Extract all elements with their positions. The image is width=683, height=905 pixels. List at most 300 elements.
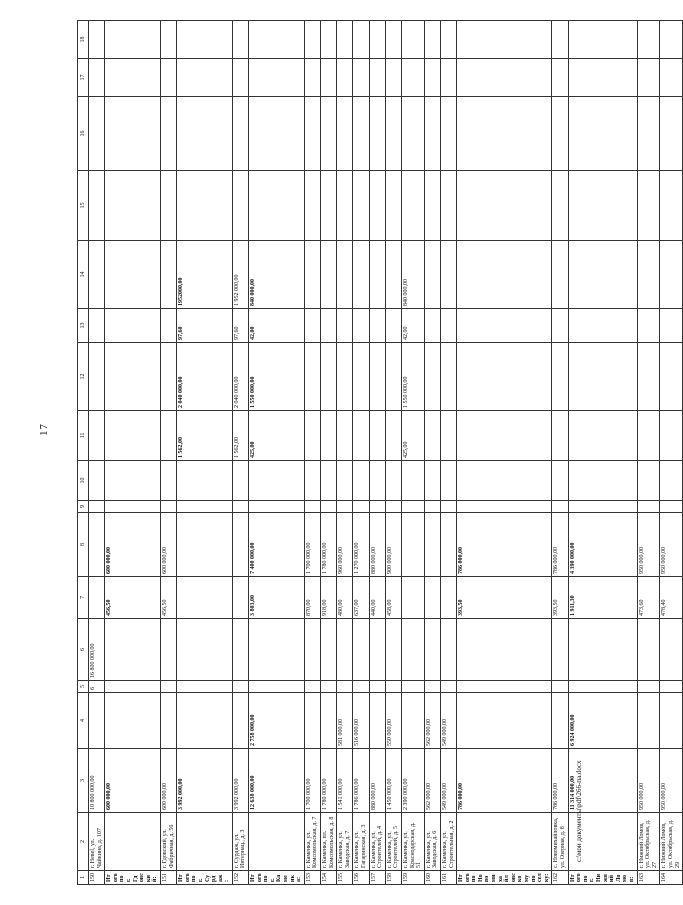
table-cell xyxy=(89,21,105,59)
table-cell xyxy=(105,59,161,97)
column-number-cell: 5 xyxy=(78,681,89,693)
table-cell: Итого по г. Сурдаж: xyxy=(177,871,233,885)
table-cell xyxy=(177,59,233,97)
table-cell: 600 000,00 xyxy=(160,749,176,813)
table-cell xyxy=(89,97,105,171)
table-cell xyxy=(385,501,401,513)
table-cell xyxy=(385,681,401,693)
table-cell xyxy=(424,501,440,513)
table-cell xyxy=(660,309,683,343)
table-cell xyxy=(424,97,440,171)
table-cell: Итого по г. Нижний Ломов: xyxy=(568,871,637,885)
table-cell xyxy=(353,343,369,411)
table-cell xyxy=(89,461,105,501)
table-cell xyxy=(321,97,337,171)
table-cell xyxy=(552,309,568,343)
table-cell xyxy=(660,619,683,681)
table-cell xyxy=(353,59,369,97)
table-cell xyxy=(232,681,248,693)
table-cell xyxy=(249,461,305,501)
table-cell xyxy=(353,411,369,461)
table-cell xyxy=(568,241,637,309)
table-cell xyxy=(160,619,176,681)
table-row xyxy=(353,21,369,885)
page-number: 17 xyxy=(38,423,50,436)
table-cell xyxy=(440,681,456,693)
table-cell xyxy=(440,343,456,411)
table-cell xyxy=(457,343,552,411)
table-cell: 1 562,00 xyxy=(232,411,248,461)
column-number-cell: 18 xyxy=(78,21,89,59)
table-row xyxy=(637,21,660,885)
table-cell xyxy=(177,97,233,171)
table-cell xyxy=(637,411,660,461)
table-cell: 1 911,30 xyxy=(568,577,637,619)
table-cell: 157 xyxy=(369,871,385,885)
table-cell xyxy=(385,97,401,171)
table-cell: 393,50 xyxy=(552,577,568,619)
table-cell: 161 xyxy=(440,871,456,885)
table-cell xyxy=(401,171,424,241)
table-cell xyxy=(457,21,552,59)
table-cell xyxy=(304,343,320,411)
table-cell: 456,50 xyxy=(105,577,161,619)
table-cell xyxy=(160,501,176,513)
table-cell xyxy=(337,501,353,513)
table-cell: 786 000,00 xyxy=(552,749,568,813)
table-cell xyxy=(660,681,683,693)
table-cell xyxy=(304,681,320,693)
table-cell xyxy=(232,21,248,59)
table-cell xyxy=(424,241,440,309)
table-cell: 156 xyxy=(353,871,369,885)
table-cell xyxy=(321,171,337,241)
table-cell xyxy=(321,343,337,411)
table-cell xyxy=(321,59,337,97)
table-body xyxy=(78,21,683,885)
table-cell xyxy=(440,171,456,241)
table-cell: 600 000,00 xyxy=(160,513,176,577)
table-cell xyxy=(440,59,456,97)
table-cell xyxy=(457,97,552,171)
table-cell xyxy=(337,241,353,309)
table-cell: 1 780 000,00 xyxy=(321,749,337,813)
table-cell xyxy=(304,241,320,309)
table-row xyxy=(337,21,353,885)
table-cell xyxy=(353,309,369,343)
table-cell xyxy=(401,21,424,59)
table-cell: 870,00 xyxy=(304,577,320,619)
column-number-cell: 17 xyxy=(78,59,89,97)
table-cell xyxy=(440,411,456,461)
table-cell xyxy=(232,501,248,513)
table-cell: 950 000,00 xyxy=(660,749,683,813)
table-cell xyxy=(552,21,568,59)
table-cell xyxy=(160,241,176,309)
table-cell xyxy=(249,59,305,97)
table-cell xyxy=(552,241,568,309)
table-cell xyxy=(105,501,161,513)
table-cell xyxy=(440,21,456,59)
table-cell xyxy=(353,681,369,693)
table-cell xyxy=(660,171,683,241)
table-cell xyxy=(249,21,305,59)
table-cell xyxy=(353,501,369,513)
table-cell: 1 700 000,00 xyxy=(304,749,320,813)
table-cell xyxy=(637,241,660,309)
table-cell xyxy=(304,693,320,749)
table-cell xyxy=(637,21,660,59)
table-cell xyxy=(424,309,440,343)
table-cell: г. Каменка, ул. Заводская, д. 7 xyxy=(337,813,353,871)
table-cell xyxy=(369,241,385,309)
table-cell: 3 803,00 xyxy=(249,577,305,619)
table-cell xyxy=(105,241,161,309)
table-cell xyxy=(304,501,320,513)
table-cell xyxy=(385,411,401,461)
table-cell xyxy=(568,681,637,693)
table-cell: 155 xyxy=(337,871,353,885)
table-cell: 1 700 000,00 xyxy=(304,513,320,577)
table-cell xyxy=(89,59,105,97)
table-cell: 516 000,00 xyxy=(353,693,369,749)
table-cell xyxy=(552,681,568,693)
table-cell xyxy=(369,681,385,693)
table-cell xyxy=(660,241,683,309)
table-cell xyxy=(89,171,105,241)
column-number-cell: 2 xyxy=(78,813,89,871)
table-cell xyxy=(637,461,660,501)
table-cell xyxy=(232,619,248,681)
table-cell xyxy=(304,21,320,59)
table-cell xyxy=(369,693,385,749)
table-cell xyxy=(105,21,161,59)
table-cell: 637,00 xyxy=(353,577,369,619)
table-cell xyxy=(353,171,369,241)
table-row xyxy=(440,21,456,885)
table-cell xyxy=(232,59,248,97)
table-cell xyxy=(401,619,424,681)
table-cell xyxy=(660,461,683,501)
table-cell xyxy=(304,309,320,343)
table-cell xyxy=(457,411,552,461)
table-cell xyxy=(177,693,233,749)
table-cell: 162 xyxy=(552,871,568,885)
table-cell: г. Каменка, ул. Заводская, д. 6 xyxy=(424,813,440,871)
table-cell xyxy=(552,693,568,749)
table-cell xyxy=(249,813,305,871)
table-cell xyxy=(160,309,176,343)
table-cell xyxy=(401,59,424,97)
table-cell xyxy=(385,21,401,59)
table-cell xyxy=(424,513,440,577)
table-cell xyxy=(321,693,337,749)
table-cell: 7 400 000,00 xyxy=(249,513,305,577)
table-cell xyxy=(401,513,424,577)
column-number-cell: 4 xyxy=(78,693,89,749)
table-cell: 6 924 000,00 xyxy=(568,693,637,749)
table-cell: 960 000,00 xyxy=(337,513,353,577)
table-cell xyxy=(440,513,456,577)
table-cell: 158 xyxy=(385,871,401,885)
table-row xyxy=(160,21,176,885)
subtotal-row xyxy=(249,21,305,885)
table-cell xyxy=(369,501,385,513)
table-cell: 12 638 000,00 xyxy=(249,749,305,813)
table-cell xyxy=(401,501,424,513)
table-cell xyxy=(105,411,161,461)
table-cell: 1 270 000,00 xyxy=(353,513,369,577)
table-cell: 154 xyxy=(321,871,337,885)
table-cell xyxy=(637,343,660,411)
table-cell: 786 000,00 xyxy=(457,513,552,577)
column-number-cell: 13 xyxy=(78,309,89,343)
table-cell: 163 xyxy=(637,871,660,885)
table-cell xyxy=(304,97,320,171)
column-number-cell: 15 xyxy=(78,171,89,241)
table-cell xyxy=(552,501,568,513)
table-cell xyxy=(304,59,320,97)
table-cell xyxy=(552,171,568,241)
table-cell xyxy=(440,501,456,513)
table-cell: 3 992 000,00 xyxy=(177,749,233,813)
table-cell xyxy=(89,693,105,749)
table-cell: 1 550 000,00 xyxy=(401,343,424,411)
table-cell xyxy=(337,461,353,501)
table-row xyxy=(321,21,337,885)
table-cell: 150 xyxy=(89,871,105,885)
table-cell xyxy=(337,171,353,241)
table-cell xyxy=(160,461,176,501)
table-cell xyxy=(552,461,568,501)
column-number-cell: 7 xyxy=(78,577,89,619)
column-number-cell: 12 xyxy=(78,343,89,411)
table-cell xyxy=(304,461,320,501)
table-cell: 1952000,00 xyxy=(177,241,233,309)
column-number-cell: 6 xyxy=(78,619,89,681)
table-cell: 153 xyxy=(304,871,320,885)
table-cell xyxy=(353,461,369,501)
table-cell xyxy=(369,309,385,343)
table-cell xyxy=(457,501,552,513)
table-cell: г. Сурдаж, ул. Интернац., д. 3 xyxy=(232,813,248,871)
table-cell xyxy=(660,343,683,411)
table-cell: 840 000,00 xyxy=(401,241,424,309)
table-cell xyxy=(337,411,353,461)
table-cell: 1 550 000,00 xyxy=(249,343,305,411)
table-cell xyxy=(353,21,369,59)
table-row xyxy=(385,21,401,885)
table-cell: Итого по Новомихайловскому поселку: xyxy=(457,871,552,885)
table-cell xyxy=(249,97,305,171)
table-cell: 786 000,00 xyxy=(552,513,568,577)
table-cell xyxy=(369,619,385,681)
table-cell: 11 314 000,00 xyxy=(568,749,637,813)
column-number-header-row xyxy=(78,21,89,885)
table-cell xyxy=(105,309,161,343)
table-cell xyxy=(637,681,660,693)
table-cell: 1 952 000,00 xyxy=(232,241,248,309)
table-cell: г. Каменка, ул. Комсомольская, д. 7 xyxy=(304,813,320,871)
table-row xyxy=(89,21,105,885)
table-cell xyxy=(321,501,337,513)
table-cell xyxy=(568,59,637,97)
table-row xyxy=(660,21,683,885)
table-cell: г. Каменка, пл. Комсомольская, д. 8 xyxy=(321,813,337,871)
table-cell xyxy=(337,21,353,59)
subtotal-row xyxy=(457,21,552,885)
table-cell xyxy=(385,619,401,681)
table-cell xyxy=(552,97,568,171)
table-cell: 3 992 000,00 xyxy=(232,749,248,813)
table-cell xyxy=(177,171,233,241)
table-cell: г. Гдовский, ул. Фабричная, д. 56 xyxy=(160,813,176,871)
table-cell: 152 xyxy=(232,871,248,885)
table-cell xyxy=(568,411,637,461)
table-cell: 950 000,00 xyxy=(660,513,683,577)
table-cell xyxy=(660,97,683,171)
table-cell: 6 xyxy=(89,681,105,693)
table-cell xyxy=(105,619,161,681)
table-cell xyxy=(457,681,552,693)
table-cell: 473,60 xyxy=(637,577,660,619)
table-cell xyxy=(385,461,401,501)
table-cell xyxy=(232,577,248,619)
table-cell xyxy=(353,619,369,681)
table-cell xyxy=(552,411,568,461)
table-cell xyxy=(637,501,660,513)
table-cell: 1 786 000,00 xyxy=(353,749,369,813)
table-cell xyxy=(385,309,401,343)
column-number-cell: 16 xyxy=(78,97,89,171)
table-cell: 2 390 000,00 xyxy=(401,749,424,813)
table-cell: 160 xyxy=(424,871,440,885)
table-cell xyxy=(249,171,305,241)
table-cell xyxy=(304,171,320,241)
table-cell xyxy=(637,309,660,343)
table-cell xyxy=(105,681,161,693)
table-cell xyxy=(105,343,161,411)
table-cell xyxy=(369,461,385,501)
table-cell: 425,00 xyxy=(401,411,424,461)
table-cell xyxy=(177,461,233,501)
table-cell xyxy=(568,309,637,343)
table-cell: 600 000,00 xyxy=(105,749,161,813)
table-cell xyxy=(637,171,660,241)
table-cell xyxy=(424,171,440,241)
table-cell xyxy=(160,97,176,171)
table-cell: г. Каменка, ул. Краснодарская, д. 51 xyxy=(401,813,424,871)
table-cell xyxy=(105,461,161,501)
table-cell xyxy=(353,97,369,171)
table-cell: 458,00 xyxy=(385,577,401,619)
column-number-cell: 3 xyxy=(78,749,89,813)
table-cell xyxy=(424,577,440,619)
table-cell xyxy=(89,309,105,343)
table-cell: 2 758 000,00 xyxy=(249,693,305,749)
table-cell: 2 040 000,00 xyxy=(177,343,233,411)
table-cell: 549 000,00 xyxy=(440,749,456,813)
table-cell xyxy=(568,461,637,501)
table-cell xyxy=(369,411,385,461)
table-cell xyxy=(440,577,456,619)
table-cell xyxy=(321,411,337,461)
table-cell: 151 xyxy=(160,871,176,885)
table-cell: 440,00 xyxy=(369,577,385,619)
table-cell: 549 000,00 xyxy=(440,693,456,749)
column-number-cell: 8 xyxy=(78,513,89,577)
table-cell xyxy=(337,59,353,97)
table-cell xyxy=(424,619,440,681)
table-cell: 1 780 000,00 xyxy=(321,513,337,577)
table-cell xyxy=(457,693,552,749)
table-cell: 786 000,00 xyxy=(457,749,552,813)
table-cell: 4 390 000,00 xyxy=(568,513,637,577)
table-cell xyxy=(160,21,176,59)
table-cell xyxy=(424,411,440,461)
table-cell: 478,40 xyxy=(660,577,683,619)
table-cell: 918,00 xyxy=(321,577,337,619)
table-cell: 2 040 000,00 xyxy=(232,343,248,411)
table-cell xyxy=(568,619,637,681)
table-cell xyxy=(105,693,161,749)
table-cell xyxy=(160,343,176,411)
table-cell xyxy=(232,513,248,577)
table-cell xyxy=(369,97,385,171)
table-cell xyxy=(552,343,568,411)
table-cell xyxy=(457,619,552,681)
table-cell xyxy=(401,97,424,171)
table-cell xyxy=(568,343,637,411)
table-cell xyxy=(568,501,637,513)
table-cell: 159 xyxy=(401,871,424,885)
table-cell xyxy=(160,693,176,749)
table-cell xyxy=(457,59,552,97)
table-cell xyxy=(660,59,683,97)
table-cell: 164 xyxy=(660,871,683,885)
table-cell xyxy=(660,693,683,749)
table-cell: с. Новомихайловка, ул. Озерная, д. 8 xyxy=(552,813,568,871)
table-cell xyxy=(424,59,440,97)
table-cell: 1 541 000,00 xyxy=(337,749,353,813)
table-cell: 42,00 xyxy=(401,309,424,343)
table-cell xyxy=(637,693,660,749)
table-cell: г. Невel, ул. Чайкина, д. 107 xyxy=(89,813,105,871)
table-cell xyxy=(457,171,552,241)
table-cell xyxy=(424,21,440,59)
table-cell xyxy=(105,97,161,171)
table-cell xyxy=(232,171,248,241)
table-cell xyxy=(660,21,683,59)
table-cell xyxy=(385,343,401,411)
table-cell xyxy=(440,619,456,681)
table-cell xyxy=(401,577,424,619)
table-cell xyxy=(177,501,233,513)
table-cell xyxy=(637,59,660,97)
table-cell xyxy=(304,619,320,681)
table-cell: Итого по г. Гдовский: xyxy=(105,871,161,885)
table-cell xyxy=(105,813,161,871)
table-cell xyxy=(552,619,568,681)
table-cell xyxy=(424,681,440,693)
table-cell xyxy=(249,681,305,693)
table-cell xyxy=(424,461,440,501)
table-cell: 456,50 xyxy=(160,577,176,619)
table-cell xyxy=(440,309,456,343)
table-cell xyxy=(337,681,353,693)
table-cell: 880 000,00 xyxy=(369,749,385,813)
table-cell xyxy=(401,693,424,749)
